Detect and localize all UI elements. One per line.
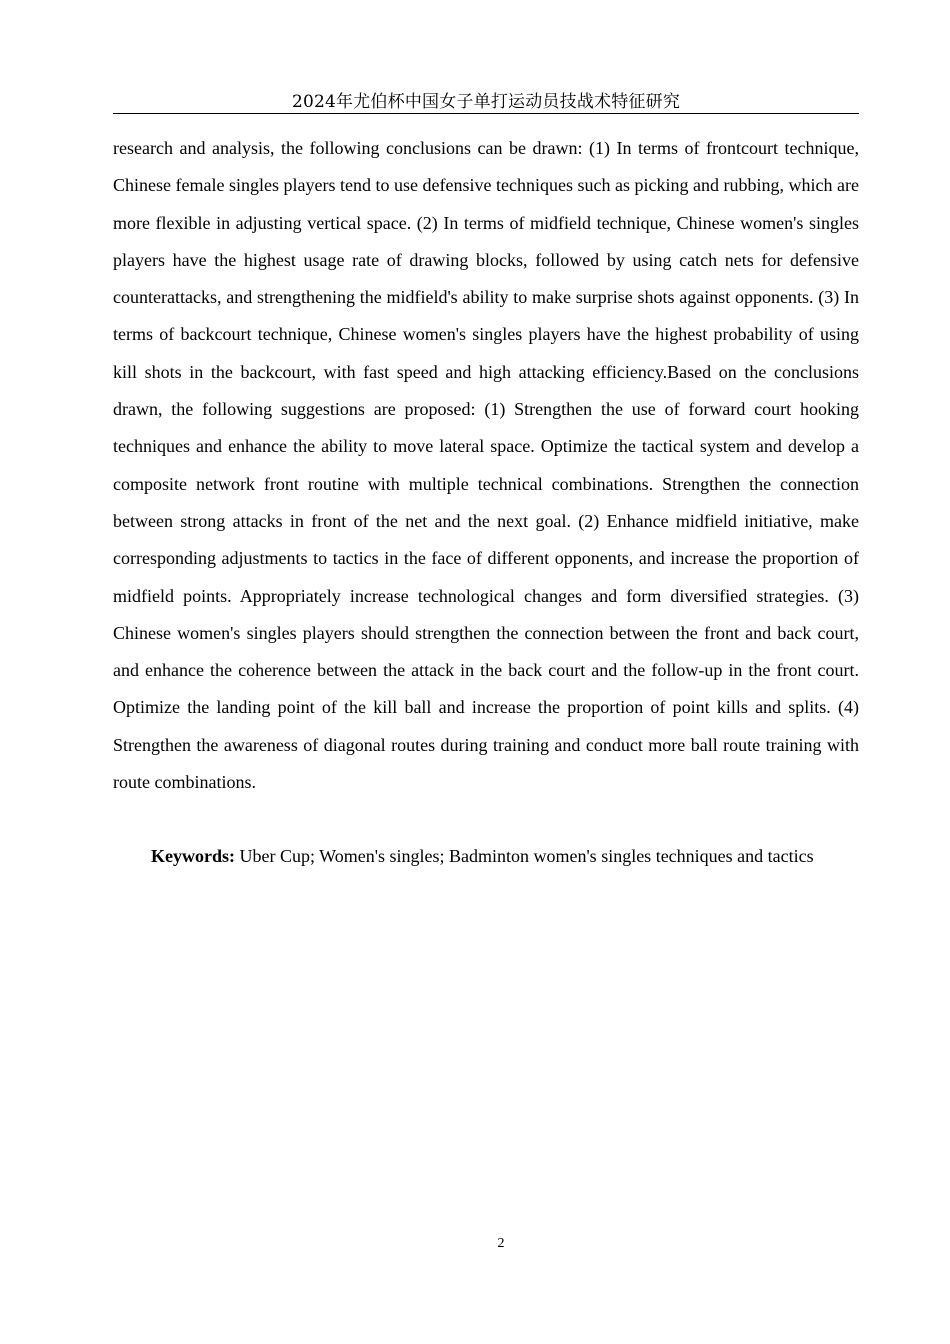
header-title: 2024年尤伯杯中国女子单打运动员技战术特征研究 xyxy=(291,92,681,112)
page-number: 2 xyxy=(497,1236,505,1251)
keywords-text: Uber Cup; Women's singles; Badminton women's singles techniques and tactics xyxy=(239,846,814,866)
keywords-label: Keywords: xyxy=(151,846,235,866)
running-header xyxy=(113,91,859,114)
abstract-paragraph: research and analysis, the following conclusions can be drawn: (1) In terms of frontcourt technique, Chinese female singles players tend to use defensive techniques such as picking and rubbing, which are more flexible in adjusting vertical space. (2) In terms of midfield technique, Chinese women's singles players have the highest usage rate of drawing blocks, followed by using catch nets for defensive counterattacks, and strengthening the midfield's ability to make surprise shots against opponents. (3) In terms of backcourt technique, Chinese women's singles players have the highest probability of using kill shots in the backcourt, with fast speed and high attacking efficiency.Based on the conclusions drawn, the following suggestions are proposed: (1) Strengthen the use of forward court hooking techniques and enhance the ability to move lateral space. Optimize the tactical system and develop a composite network front routine with multiple technical combinations. Strengthen the connection between strong attacks in front of the net and the next goal. (2) Enhance midfield initiative, make corresponding adjustments to tactics in the face of different opponents, and increase the proportion of midfield points. Appropriately increase technological changes and form diversified strategies. (3) Chinese women's singles players should strengthen the connection between the front and back court, and enhance the coherence between the attack in the back court and the follow-up in the front court. Optimize the landing point of the kill ball and increase the proportion of point kills and splits. (4) Strengthen the awareness of diagonal routes during training and conduct more ball route training with route combinations. xyxy=(113,138,859,793)
keywords-line xyxy=(113,838,859,875)
